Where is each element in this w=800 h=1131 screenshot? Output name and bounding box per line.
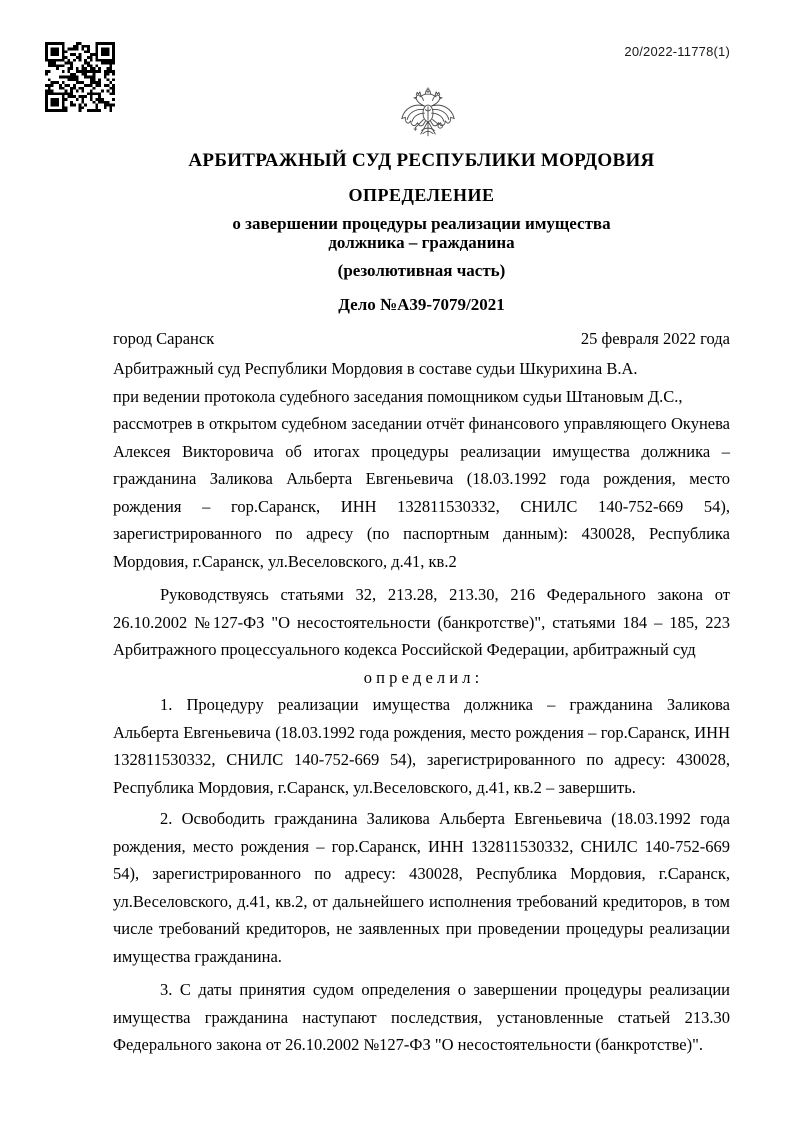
case-number: Дело №А39-7079/2021 <box>338 295 505 314</box>
ruling-item-3: 3. С даты принятия судом определения о завершении процедуры реализации имущества гражданина наступают последствия, установленные статьей 213.30 Федерального закона от 26.10.2002 №127-ФЗ "О несостоятельности (банкротстве)". <box>113 980 730 1054</box>
city-label: город Саранск <box>113 329 215 348</box>
resolution-part-note: (резолютивная часть) <box>337 261 506 280</box>
subject-line-1: о завершении процедуры реализации имущества <box>232 214 611 233</box>
case-considered-paragraph: рассмотрев в открытом судебном заседании отчёт финансового управляющего Окунева Алексея Викторовича об итогах процедуры реализации имущества должника – гражданина Заликова Альберта Евгеньевича (18.03.1992 года рождения, место рождения – гор.Саранск, ИНН 132811530332, СНИЛС 140-752-669 54), зарегистрированного по адресу (по паспортным данным): 430028, Республика Мордовия, г.Саранск, ул.Веселовского, д.41, кв.2 <box>113 414 730 571</box>
document-number: 20/2022-11778(1) <box>624 44 730 59</box>
protocol-keeper-paragraph: при ведении протокола судебного заседания помощником судьи Штановым Д.С., <box>113 386 683 406</box>
date-label: 25 февраля 2022 года <box>580 329 730 348</box>
document-subject <box>113 214 730 252</box>
court-name: АРБИТРАЖНЫЙ СУД РЕСПУБЛИКИ МОРДОВИЯ <box>188 150 655 171</box>
subject-line-2: должника – гражданина <box>328 233 515 252</box>
city-date-row <box>113 328 730 349</box>
qr-code-icon <box>45 42 115 112</box>
document-type-title: ОПРЕДЕЛЕНИЕ <box>348 185 495 205</box>
ruling-item-2: 2. Освободить гражданина Заликова Альберта Евгеньевича (18.03.1992 года рождения, место рождения – гор.Саранск, ИНН 132811530332, СНИЛС 140-752-669 54), зарегистрированного по адресу: 430028, Республика Мордовия, г.Саранск, ул.Веселовского, д.41, кв.2, от дальнейшего исполнения требований кредиторов, в том числе требований кредиторов, не заявленных при проведении процедуры реализации имущества гражданина. <box>113 809 730 966</box>
ruled-word: о п р е д е л и л : <box>363 667 480 687</box>
russian-coat-of-arms-icon <box>396 86 460 146</box>
ruling-item-1: 1. Процедуру реализации имущества должника – гражданина Заликова Альберта Евгеньевича (18.03.1992 года рождения, место рождения – гор.Саранск, ИНН 132811530332, СНИЛС 140-752-669 54), зарегистрированного по адресу: 430028, Республика Мордовия, г.Саранск, ул.Веселовского, д.41, кв.2 – завершить. <box>113 695 730 797</box>
legal-basis-paragraph: Руководствуясь статьями 32, 213.28, 213.30, 216 Федерального закона от 26.10.2002 №127-ФЗ "О несостоятельности (банкротстве)", статьями 184 – 185, 223 Арбитражного процессуального кодекса Российской Федерации, арбитражный суд <box>113 585 730 659</box>
court-composition-paragraph: Арбитражный суд Республики Мордовия в составе судьи Шкурихина В.А. <box>113 359 638 378</box>
